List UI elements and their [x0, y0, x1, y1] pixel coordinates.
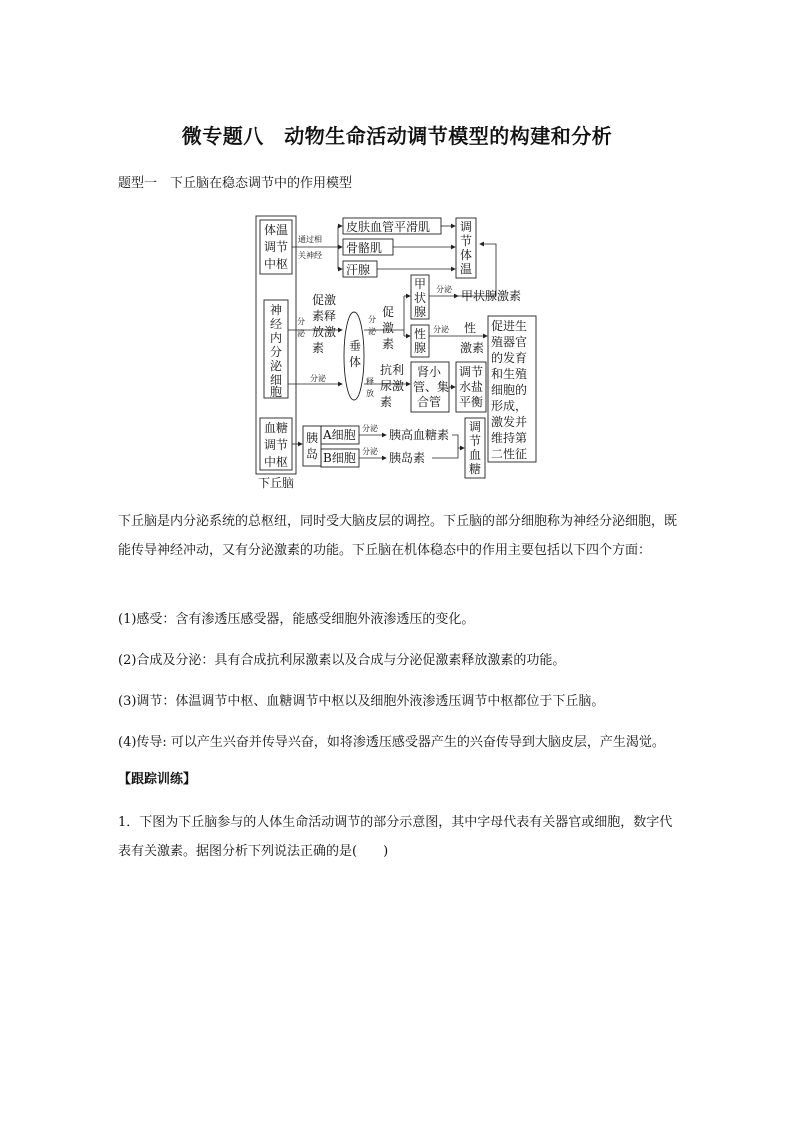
thyroid-c3: 腺 [414, 305, 427, 319]
practice-tag: 【跟踪训练】 [118, 772, 197, 787]
a-cell-label: A细胞 [323, 428, 356, 442]
thyroxine-label: 甲状腺激素 [461, 289, 522, 303]
gonad-effect-4: 和生殖 [491, 367, 528, 381]
releasing-line-4: 素 [312, 341, 325, 355]
temp-center-line-3: 中枢 [264, 257, 289, 271]
temp-center-line-1: 体温 [264, 223, 289, 237]
adh-3: 素 [380, 395, 393, 409]
sugar-center-line-3: 中枢 [264, 455, 289, 469]
glucagon-label: 胰高血糖素 [389, 428, 450, 442]
neuro-cells-c2: 经 [270, 317, 283, 331]
tropic-2: 激 [382, 321, 395, 335]
adh-1: 抗利 [380, 363, 405, 377]
gonad-c2: 腺 [414, 341, 427, 355]
pituitary-c1: 垂 [349, 339, 362, 353]
sweat-label: 汗腺 [346, 263, 371, 277]
page-title: 微专题八 动物生命活动调节模型的构建和分析 [181, 124, 613, 148]
function-item-3: (3)调节：体温调节中枢、血糖调节中枢以及细胞外液渗透压调节中枢都位于下丘脑。 [118, 694, 605, 709]
secrete-f: 分泌 [362, 424, 378, 433]
gonad-effect-1: 促进生 [491, 319, 528, 333]
adjust-sugar-c3: 血 [469, 448, 482, 462]
secrete-c-2: 泌 [368, 327, 376, 336]
adjust-sugar-c1: 调 [469, 420, 482, 434]
water-salt-3: 平衡 [459, 395, 484, 409]
neuro-cells-c3: 内 [270, 331, 283, 345]
temp-center-line-2: 调节 [264, 240, 289, 254]
secrete-g: 分泌 [362, 447, 378, 456]
gonad-c1: 性 [414, 327, 427, 341]
pituitary-c2: 体 [349, 355, 362, 369]
gonad-effect-5: 细胞的 [491, 383, 528, 397]
gonad-effect-3: 的发育 [491, 351, 528, 365]
secrete-a-2: 泌 [297, 329, 305, 338]
releasing-line-1: 促激 [312, 293, 337, 307]
kidney-2: 管、集 [413, 380, 450, 394]
adjust-temp-c3: 体 [460, 248, 473, 262]
thyroid-c1: 甲 [414, 277, 427, 291]
water-salt-1: 调节 [459, 365, 484, 379]
insulin-label: 胰岛素 [389, 451, 426, 465]
adjust-sugar-c4: 糖 [469, 462, 482, 476]
secrete-b: 分泌 [310, 374, 326, 383]
b-cell-label: B细胞 [323, 451, 356, 465]
gonad-effect-9: 二性征 [491, 447, 528, 461]
gonad-effect-7: 激发并 [491, 415, 528, 429]
kidney-3: 合管 [417, 395, 442, 409]
neuro-cells-c5: 泌 [270, 359, 283, 373]
adjust-sugar-c2: 节 [469, 434, 482, 448]
gonad-effect-2: 殖器官 [491, 335, 528, 349]
neuro-cells-c4: 分 [270, 345, 283, 359]
gonad-effect-8: 维持第 [491, 431, 528, 445]
adjust-temp-c4: 温 [460, 262, 473, 276]
release-2: 放 [366, 389, 374, 398]
sugar-center-line-1: 血糖 [264, 421, 289, 435]
sex-hormone-2: 激素 [460, 341, 485, 355]
kidney-1: 肾小 [417, 365, 442, 379]
tropic-1: 促 [382, 305, 395, 319]
neuro-cells-c1: 神 [270, 303, 283, 317]
hypothalamus-label: 下丘脑 [258, 476, 295, 490]
function-item-1: (1)感受：含有渗透压感受器，能感受细胞外液渗透压的变化。 [118, 612, 475, 627]
pancreas-1: 胰 [306, 431, 319, 445]
secrete-d: 分泌 [436, 285, 452, 294]
sugar-center-line-2: 调节 [264, 438, 289, 452]
muscle-label: 骨骼肌 [346, 241, 383, 255]
secrete-a-1: 分 [297, 317, 305, 326]
adh-2: 尿激 [380, 379, 405, 393]
secrete-c-1: 分 [368, 315, 376, 324]
neuro-cells-c6: 细 [270, 373, 283, 387]
secrete-e: 分泌 [433, 325, 449, 334]
gonad-effect-6: 形成， [491, 399, 528, 413]
pancreas-2: 岛 [306, 447, 319, 461]
tropic-3: 素 [382, 337, 395, 351]
via-nerve-line-2: 关神经 [298, 251, 322, 260]
adjust-temp-c1: 调 [460, 220, 473, 234]
neuro-cells-c7: 胞 [270, 385, 283, 399]
section-subtitle: 题型一 下丘脑在稳态调节中的作用模型 [118, 176, 353, 191]
function-item-4: (4)传导: 可以产生兴奋并传导兴奋，如将渗透压感受器产生的兴奋传导到大脑皮层，产生渴觉。 [118, 735, 665, 750]
water-salt-2: 水盐 [459, 380, 484, 394]
sex-hormone-1: 性 [464, 321, 477, 335]
function-item-2: (2)合成及分泌：具有合成抗利尿激素以及合成与分泌促激素释放激素的功能。 [118, 653, 566, 668]
thyroid-c2: 状 [414, 291, 427, 305]
skin-label: 皮肤血管平滑肌 [346, 220, 431, 234]
releasing-line-2: 素释 [312, 309, 337, 323]
adjust-temp-c2: 节 [460, 234, 473, 248]
release-1: 释 [366, 377, 374, 386]
hypothalamus-regulation-diagram [250, 212, 550, 492]
via-nerve-line-1: 通过相 [298, 235, 322, 244]
intro-paragraph: 下丘脑是内分泌系统的总枢纽，同时受大脑皮层的调控。下丘脑的部分细胞称为神经分泌细胞，既能传导神经冲动，又有分泌激素的功能。下丘脑在机体稳态中的作用主要包括以下四个方面： [118, 514, 678, 558]
releasing-line-3: 放激 [312, 325, 337, 339]
question-1: 1．下图为下丘脑参与的人体生命活动调节的部分示意图，其中字母代表有关器官或细胞，数字代表有关激素。据图分析下列说法正确的是( ) [118, 815, 673, 859]
